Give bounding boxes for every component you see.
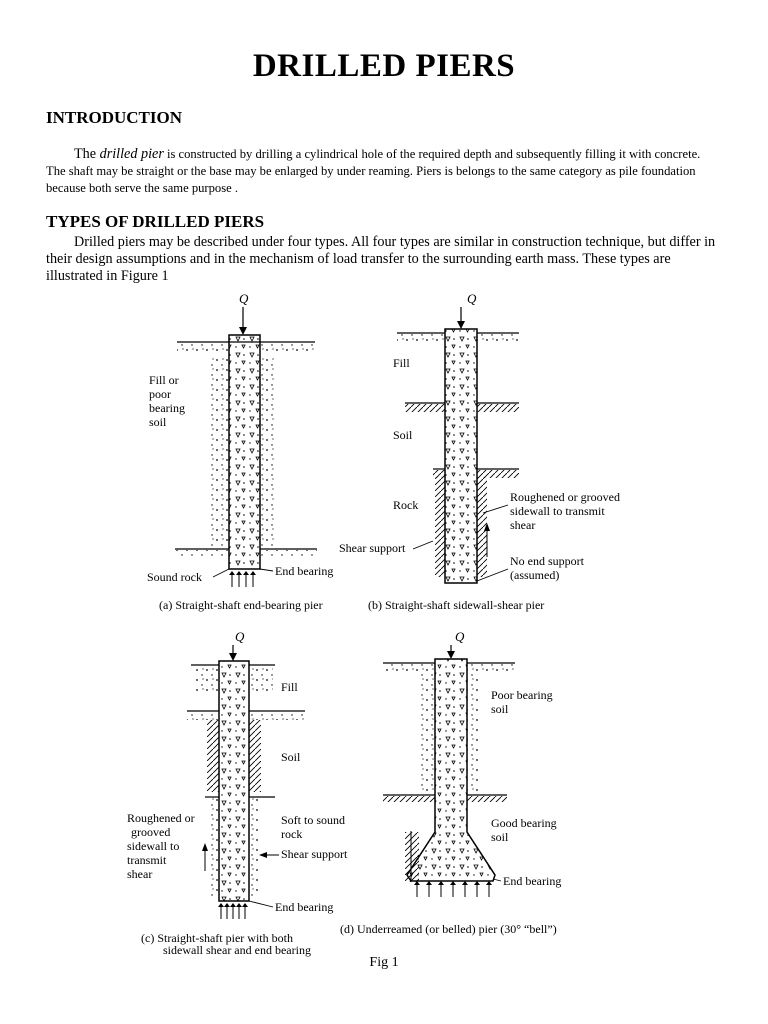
c-label-fill: Fill <box>281 680 298 694</box>
types-text: Drilled piers may be described under four types. All four types are similar in construction technique, but differ in their design assumptions and in the mechanism of load transfer to the surrounding earth mass. These types are illustrated in Figure 1 <box>46 234 716 284</box>
b-label-soil: Soil <box>393 428 413 442</box>
load-q-b: Q <box>467 291 477 306</box>
figure-caption: Fig 1 <box>369 955 399 970</box>
page-title: DRILLED PIERS <box>252 48 516 84</box>
a-label-poor: poor <box>149 387 171 401</box>
b-rough-2: sidewall to transmit <box>510 504 605 518</box>
b-no-end-1: No end support <box>510 554 584 568</box>
c-rough-3: sidewall to <box>127 839 180 853</box>
pier-d <box>340 629 561 936</box>
a-label-rock: Sound rock <box>147 570 202 584</box>
pier-b <box>339 291 620 612</box>
d-poor-2: soil <box>491 702 509 716</box>
c-rough-1: Roughened or <box>127 811 195 825</box>
intro-text-start: The <box>74 146 100 162</box>
d-caption: (d) Underreamed (or belled) pier (30° “bell”) <box>340 922 557 936</box>
c-caption-1: (c) Straight-shaft pier with both <box>141 931 293 945</box>
types-paragraph <box>46 234 722 285</box>
d-good-2: soil <box>491 830 509 844</box>
c-rough-5: shear <box>127 867 153 881</box>
c-end-bearing: End bearing <box>275 900 334 914</box>
load-q-d: Q <box>455 629 465 644</box>
b-caption: (b) Straight-shaft sidewall-shear pier <box>368 598 545 612</box>
d-poor-1: Poor bearing <box>491 688 553 702</box>
b-label-fill: Fill <box>393 356 410 370</box>
a-label-fill: Fill or <box>149 373 179 387</box>
b-shear-support: Shear support <box>339 541 406 555</box>
pier-a <box>147 291 333 612</box>
section-heading-types: TYPES OF DRILLED PIERS <box>46 212 265 231</box>
b-no-end-2: (assumed) <box>510 568 560 582</box>
d-good-1: Good bearing <box>491 816 557 830</box>
c-rough-4: transmit <box>127 853 167 867</box>
d-end-bearing: End bearing <box>503 874 562 888</box>
load-q-c: Q <box>235 629 245 644</box>
section-heading-introduction: INTRODUCTION <box>46 108 183 127</box>
c-soft-1: Soft to sound <box>281 813 346 827</box>
a-label-soil: soil <box>149 415 167 429</box>
c-rough-2: grooved <box>131 825 171 839</box>
intro-term-drilled-pier: drilled pier <box>99 146 164 162</box>
c-caption-2: sidewall shear and end bearing <box>163 943 311 957</box>
a-label-bearing: bearing <box>149 401 185 415</box>
load-q-a: Q <box>239 291 249 306</box>
c-shear-support: Shear support <box>281 847 348 861</box>
introduction-paragraph <box>46 146 722 197</box>
intro-text-rest: is constructed by drilling a cylindrical hole of the required depth and subsequently filling it with concrete. The shaft may be straight or the base may be enlarged by under reaming. Piers is belongs to the same category as pile foundation because both serve the same purpose . <box>46 147 701 195</box>
a-label-end-bearing: End bearing <box>275 564 334 578</box>
b-label-rock: Rock <box>393 498 419 512</box>
c-label-soil: Soil <box>281 750 301 764</box>
b-rough-3: shear <box>510 518 536 532</box>
c-soft-2: rock <box>281 827 303 841</box>
b-rough-1: Roughened or grooved <box>510 490 620 504</box>
pier-c <box>127 629 348 957</box>
a-caption: (a) Straight-shaft end-bearing pier <box>159 598 323 612</box>
figure-drilled-pier-types <box>127 287 620 957</box>
